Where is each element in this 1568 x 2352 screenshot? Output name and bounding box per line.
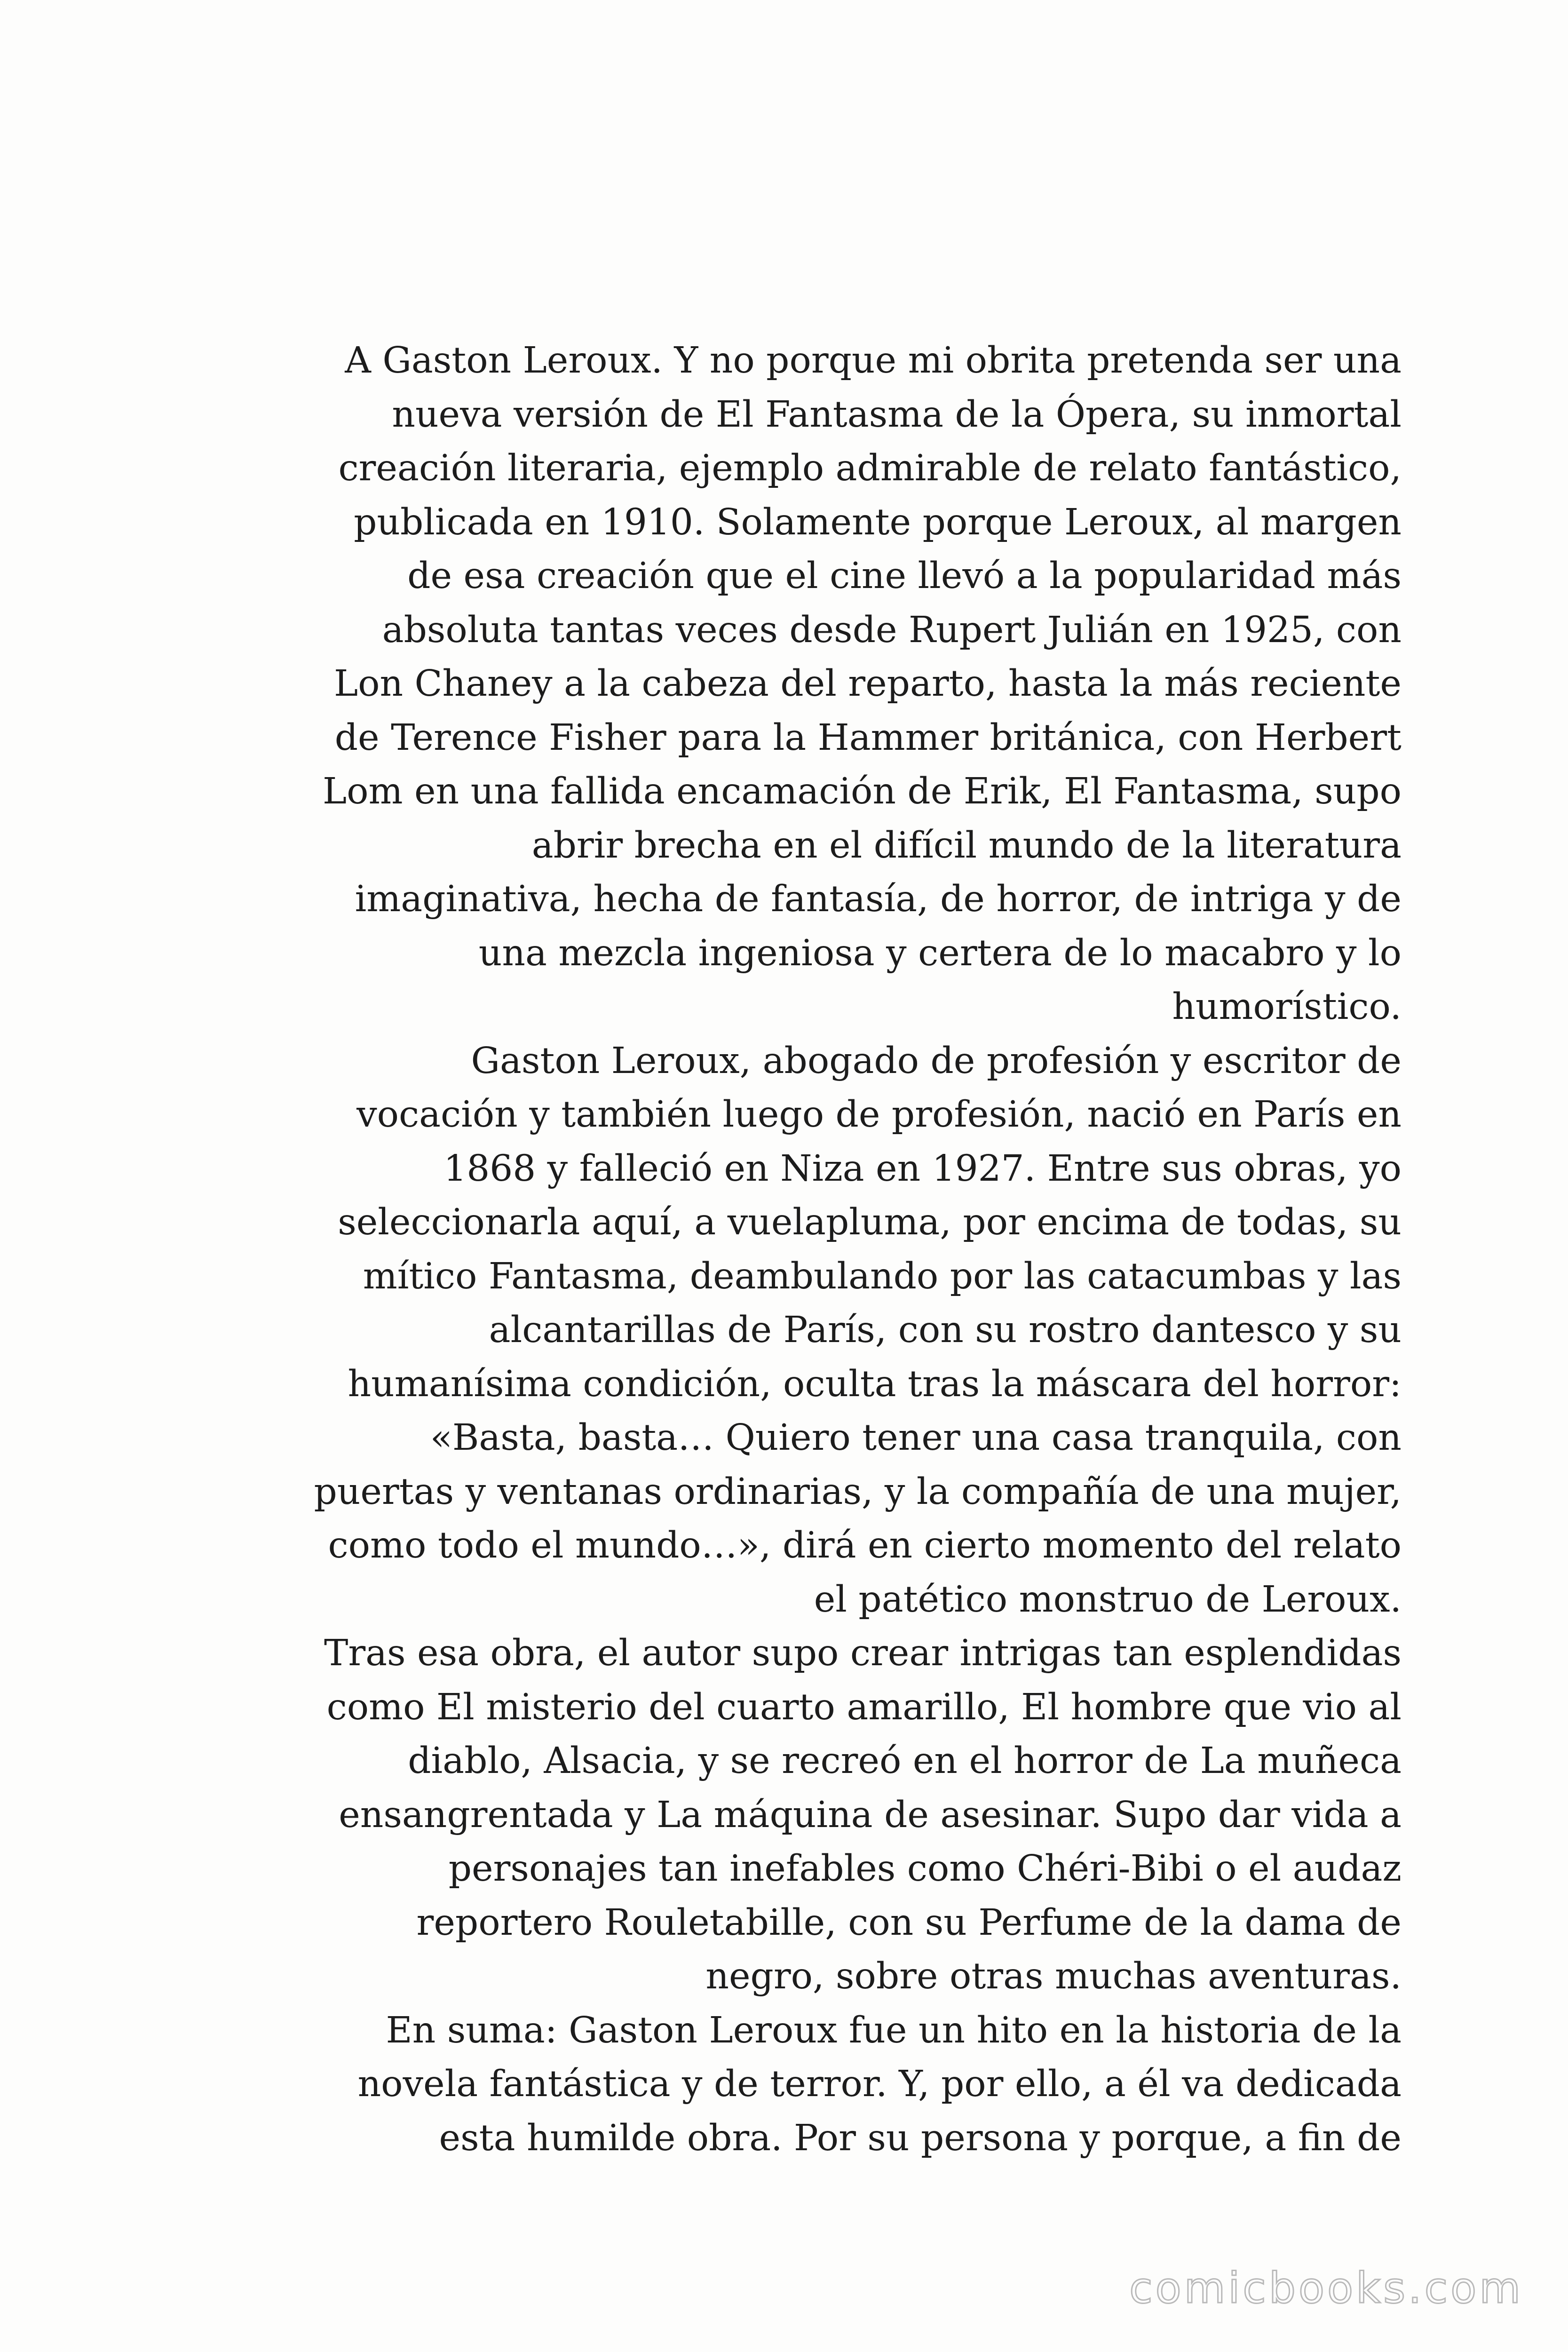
- text-line: Lom en una fallida encamación de Erik, El Fantasma, supo: [322, 771, 1402, 812]
- text-line: 1868 y falleció en Niza en 1927. Entre sus obras, yo: [443, 1147, 1402, 1190]
- text-line: novela fantástica y de terror. Y, por ello, a él va dedicada: [357, 2063, 1402, 2105]
- text-line: negro, sobre otras muchas aventuras.: [705, 1955, 1402, 1997]
- text-line: imaginativa, hecha de fantasía, de horror, de intriga y de: [355, 878, 1402, 920]
- text-line: puertas y ventanas ordinarias, y la compañía de una mujer,: [314, 1470, 1402, 1513]
- text-line: seleccionarla aquí, a vuelapluma, por encima de todas, su: [338, 1201, 1402, 1243]
- text-line: creación literaria, ejemplo admirable de relato fantástico,: [338, 447, 1402, 489]
- text-line: una mezcla ingeniosa y certera de lo macabro y lo: [478, 932, 1402, 974]
- text-line: absoluta tantas veces desde Rupert Julián en 1925, con: [382, 609, 1402, 651]
- text-line: publicada en 1910. Solamente porque Leroux, al margen: [354, 501, 1402, 543]
- text-line: como todo el mundo…», dirá en cierto momento del relato: [328, 1525, 1402, 1566]
- text-line: ensangrentada y La máquina de asesinar. Supo dar vida a: [339, 1794, 1402, 1836]
- text-line: En suma: Gaston Leroux fue un hito en la historia de la: [386, 2009, 1402, 2051]
- text-line: mítico Fantasma, deambulando por las catacumbas y las: [363, 1255, 1402, 1297]
- text-line: diablo, Alsacia, y se recreó en el horror de La muñeca: [408, 1740, 1402, 1782]
- text-line: A Gaston Leroux. Y no porque mi obrita pretenda ser una: [345, 340, 1402, 381]
- text-line: el patético monstruo de Leroux.: [814, 1578, 1402, 1621]
- text-line: humanísima condición, oculta tras la máscara del horror:: [348, 1363, 1402, 1405]
- text-line: vocación y también luego de profesión, nació en París en: [356, 1094, 1402, 1136]
- text-line: «Basta, basta… Quiero tener una casa tranquila, con: [430, 1417, 1402, 1459]
- text-line: Gaston Leroux, abogado de profesión y escritor de: [471, 1040, 1402, 1082]
- watermark: comicbooks.com: [1129, 2264, 1523, 2313]
- text-line: Tras esa obra, el autor supo crear intrigas tan esplendidas: [324, 1632, 1402, 1674]
- text-line: de esa creación que el cine llevó a la popularidad más: [407, 555, 1402, 597]
- text-line: nueva versión de El Fantasma de la Ópera, su inmortal: [392, 393, 1402, 436]
- text-line: personajes tan inefables como Chéri-Bibi o el audaz: [448, 1848, 1402, 1890]
- text-line: Lon Chaney a la cabeza del reparto, hasta la más reciente: [334, 663, 1402, 705]
- text-line: alcantarillas de París, con su rostro dantesco y su: [489, 1309, 1402, 1351]
- text-line: abrir brecha en el difícil mundo de la literatura: [531, 824, 1402, 866]
- text-line: reportero Rouletabille, con su Perfume de la dama de: [416, 1901, 1402, 1944]
- text-line: de Terence Fisher para la Hammer británica, con Herbert: [334, 716, 1402, 759]
- text-line: humorístico.: [1172, 986, 1402, 1028]
- text-line: como El misterio del cuarto amarillo, El hombre que vio al: [326, 1686, 1402, 1728]
- text-line: esta humilde obra. Por su persona y porque, a fin de: [439, 2117, 1402, 2159]
- dedication-text: [263, 334, 1402, 2165]
